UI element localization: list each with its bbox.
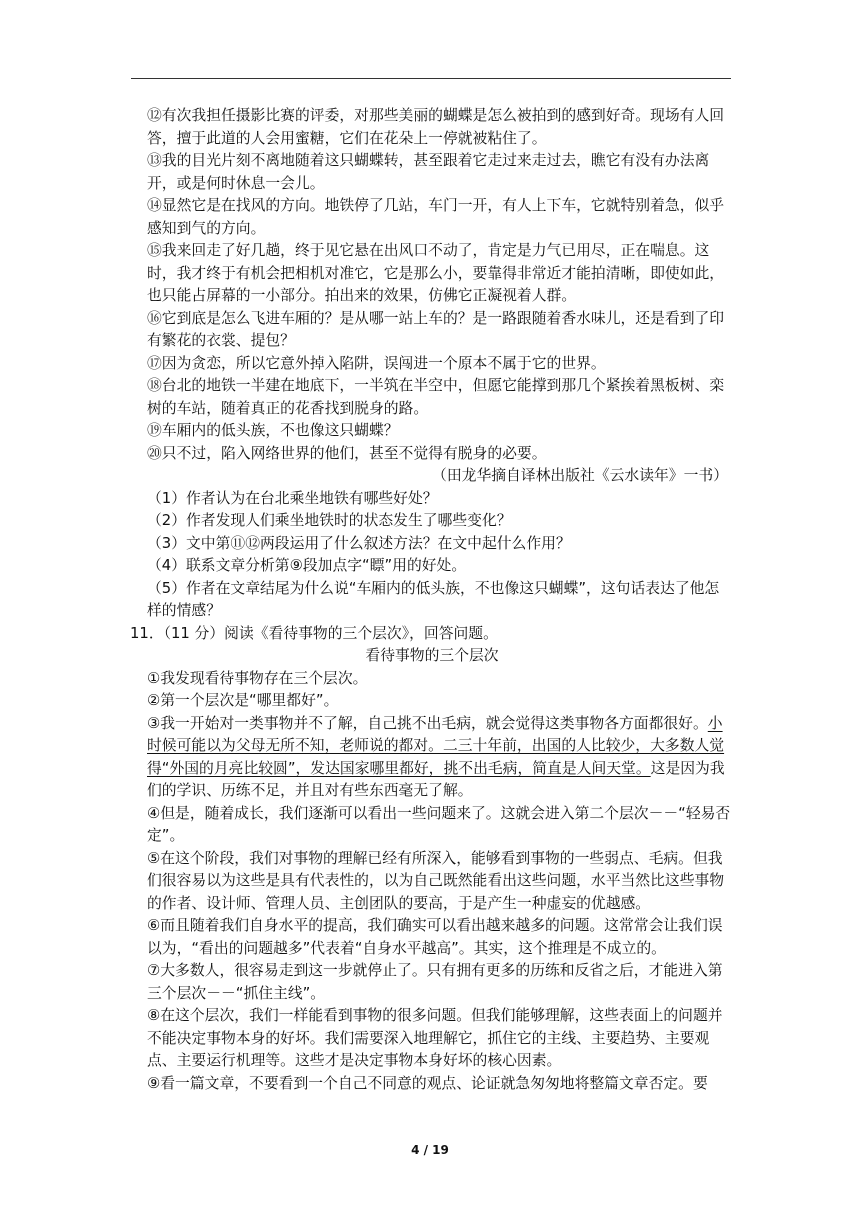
paragraph-b8: ⑧在这个层次，我们一样能看到事物的很多问题。但我们能够理解，这些表面上的问题并不能决定事物本身的好坏。我们需要深入地理解它，抓住它的主线、主要趋势、主要观点、主要运行机理等。这些才是决定事物本身好坏的核心因素。 xyxy=(147,1007,723,1069)
source-citation: （田龙华摘自译林出版社《云水读年》一书） xyxy=(432,467,728,484)
paragraph-17: ⑰因为贪恋，所以它意外掉入陷阱，误闯进一个原本不属于它的世界。 xyxy=(147,354,606,372)
paragraph-b7: ⑦大多数人，很容易走到这一步就停止了。只有拥有更多的历练和反省之后，才能进入第三个层次－－“抓住主线”。 xyxy=(147,962,723,1002)
article-title: 看待事物的三个层次 xyxy=(365,647,499,664)
paragraph-14: ⑭显然它是在找风的方向。地铁停了几站，车门一开，有人上下车，它就特别着急，似乎感知到气的方向。 xyxy=(147,197,725,237)
paragraph-b2: ②第一个层次是“哪里都好”。 xyxy=(147,692,339,709)
paragraph-12: ⑫有次我担任摄影比赛的评委，对那些美丽的蝴蝶是怎么被拍到的感到好奇。现场有人回答，擅于此道的人会用蜜糖，它们在花朵上一停就被粘住了。 xyxy=(147,107,725,147)
paragraph-b5: ⑤在这个阶段，我们对事物的理解已经有所深入，能够看到事物的一些弱点、毛病。但我们很容易以为这些是具有代表性的，以为自己既然能看出这些问题，水平当然比这些事物的作者、设计师、管理人员、主创团队的要高，于是产生一种虚妄的优越感。 xyxy=(147,849,725,912)
paragraph-b6: ⑥而且随着我们自身水平的提高，我们确实可以看出越来越多的问题。这常常会让我们误以为，“看出的问题越多”代表着“自身水平越高”。其实，这个推理是不成立的。 xyxy=(147,917,723,957)
question-3: （3）文中第⑪⑫两段运用了什么叙述方法？在文中起什么作用？ xyxy=(147,534,571,552)
question-4: （4）联系文章分析第⑨段加点字“瞟”用的好处。 xyxy=(147,557,467,574)
paragraph-18: ⑱台北的地铁一半建在地底下，一半筑在半空中，但愿它能撑到那几个紧挨着黑板树、栾树的车站，随着真正的花香找到脱身的路。 xyxy=(147,377,725,417)
paragraph-b3 xyxy=(130,713,734,803)
page-content xyxy=(130,105,734,1095)
question-2: （2）作者发现人们乘坐地铁时的状态发生了哪些变化？ xyxy=(147,512,512,529)
paragraph-b3-end: 这是因为我们的学识、历练不足，并且对有些东西毫无了解。 xyxy=(147,759,725,799)
underlined-passage: 小时候可能以为父母无所不知，老师说的都对。二三十年前，出国的人比较少，大多数人觉得“外国的月亮比较圆”，发达国家哪里都好，挑不出毛病，简直是人间天堂。 xyxy=(147,714,725,777)
question-1: （1）作者认为在台北乘坐地铁有哪些好处？ xyxy=(147,489,438,507)
paragraph-16: ⑯它到底是怎么飞进车厢的？是从哪一站上车的？是一路跟随着香水味儿，还是看到了印有繁花的衣裳、提包？ xyxy=(147,309,725,349)
paragraph-b9: ⑨看一篇文章，不要看到一个自己不同意的观点、论证就急匆匆地将整篇文章否定。要 xyxy=(147,1074,708,1092)
paragraph-13: ⑬我的目光片刻不离地随着这只蝴蝶转，甚至跟着它走过来走过去，瞧它有没有办法离开，或是何时休息一会儿。 xyxy=(147,152,710,192)
header-rule xyxy=(131,78,731,79)
paragraph-b1: ①我发现看待事物存在三个层次。 xyxy=(147,669,368,687)
paragraph-19: ⑲车厢内的低头族，不也像这只蝴蝶？ xyxy=(147,422,399,439)
question-5: （5）作者在文章结尾为什么说“车厢内的低头族，不也像这只蝴蝶”，这句话表达了他怎样的情感？ xyxy=(147,579,720,619)
paragraph-b3-start: ③我一开始对一类事物并不了解，自己挑不出毛病，就会觉得这类事物各方面都很好。 xyxy=(147,714,708,732)
paragraph-20: ⑳只不过，陷入网络世界的他们，甚至不觉得有脱身的必要。 xyxy=(147,444,547,462)
question-11-header: 11．（11 分）阅读《看待事物的三个层次》，回答问题。 xyxy=(130,624,498,642)
paragraph-15: ⑮我来回走了好几趟，终于见它悬在出风口不动了，肯定是力气已用尽，正在喘息。这时，我才终于有机会把相机对准它，它是那么小，要靠得非常近才能拍清晰，即使如此，也只能占屏幕的一小部分。拍出来的效果，仿佛它正凝视着人群。 xyxy=(147,242,725,304)
page-number: 4 / 19 xyxy=(411,1143,449,1157)
paragraph-b4: ④但是，随着成长，我们逐渐可以看出一些问题来了。这就会进入第二个层次－－“轻易否定”。 xyxy=(147,804,731,844)
